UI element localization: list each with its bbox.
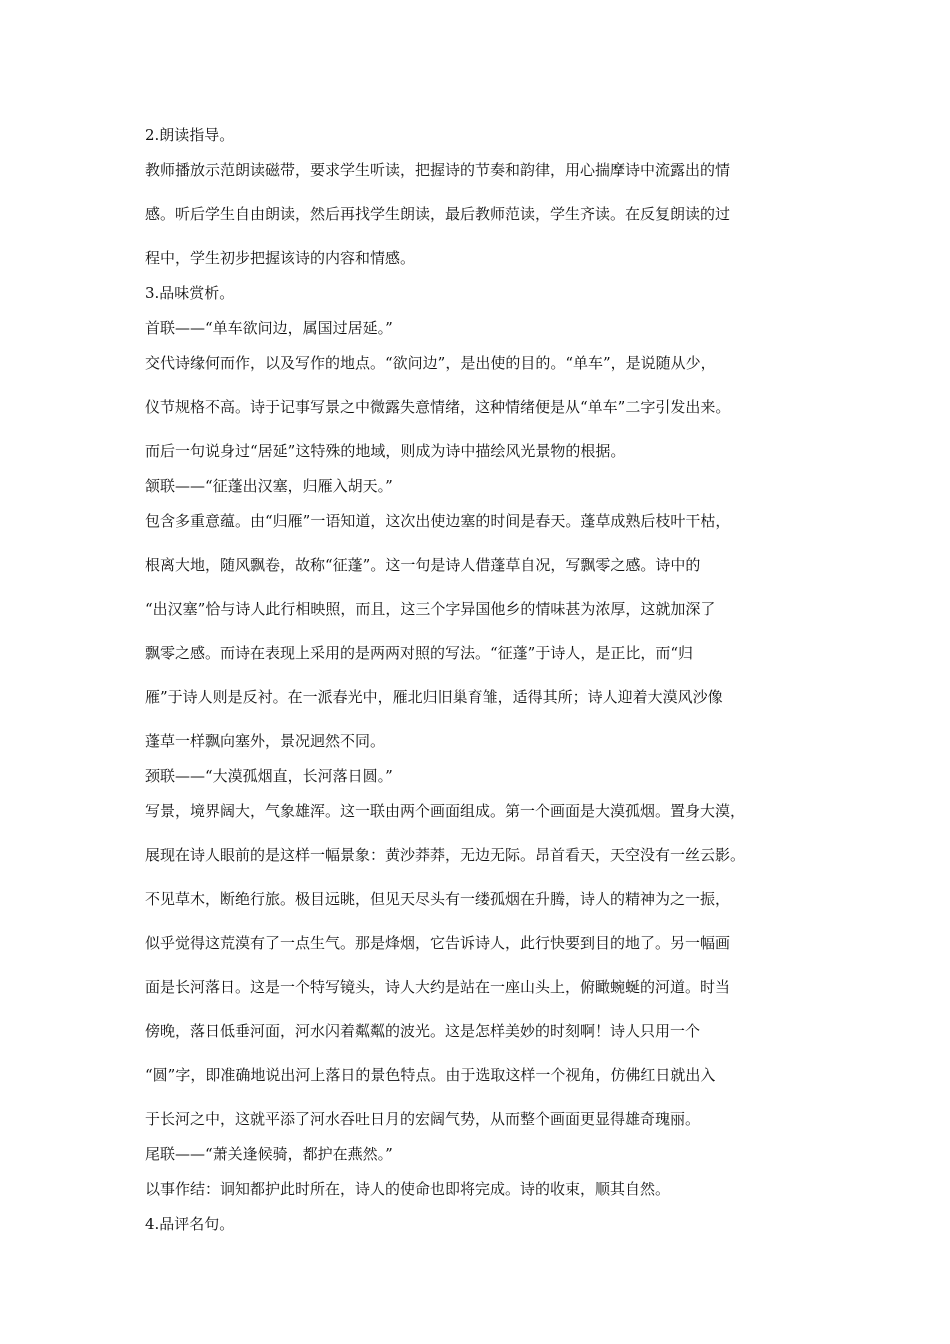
- paragraph-line: 不见草木，断绝行旅。极目远眺，但见天尽头有一缕孤烟在升腾，诗人的精神为之一振，: [145, 890, 731, 908]
- paragraph-line: 包含多重意蕴。由“归雁”一语知道，这次出使边塞的时间是春天。蓬草成熟后枝叶干枯，: [145, 512, 731, 530]
- paragraph-line: 傍晚，落日低垂河面，河水闪着粼粼的波光。这是怎样美妙的时刻啊！诗人只用一个: [145, 1022, 701, 1040]
- paragraph-line: 写景，境界阔大，气象雄浑。这一联由两个画面组成。第一个画面是大漠孤烟。置身大漠，: [145, 802, 746, 820]
- couplet-heading: 尾联——“萧关逢候骑，都护在燕然。”: [145, 1145, 393, 1163]
- paragraph-line: 蓬草一样飘向塞外，景况迥然不同。: [145, 732, 386, 750]
- section-heading: 3.品味赏析。: [145, 284, 235, 302]
- section-heading: 2.朗读指导。: [145, 126, 235, 144]
- paragraph-line: 仪节规格不高。诗于记事写景之中微露失意情绪，这种情绪便是从“单车”二字引发出来。: [145, 398, 731, 416]
- paragraph-line: 感。听后学生自由朗读，然后再找学生朗读，最后教师范读，学生齐读。在反复朗读的过: [145, 205, 731, 223]
- paragraph-line: 交代诗缘何而作，以及写作的地点。“欲问边”，是出使的目的。“单车”，是说随从少，: [145, 354, 716, 372]
- paragraph-line: 以事作结：诇知都护此时所在，诗人的使命也即将完成。诗的收束，顺其自然。: [145, 1180, 671, 1198]
- paragraph-line: 程中，学生初步把握该诗的内容和情感。: [145, 249, 416, 267]
- paragraph-line: 似乎觉得这荒漠有了一点生气。那是烽烟，它告诉诗人，此行快要到目的地了。另一幅画: [145, 934, 731, 952]
- paragraph-line: 展现在诗人眼前的是这样一幅景象：黄沙莽莽，无边无际。昂首看天，天空没有一丝云影。: [145, 846, 746, 864]
- paragraph-line: 于长河之中，这就平添了河水吞吐日月的宏阔气势，从而整个画面更显得雄奇瑰丽。: [145, 1110, 701, 1128]
- paragraph-line: 面是长河落日。这是一个特写镜头，诗人大约是站在一座山头上，俯瞰蜿蜒的河道。时当: [145, 978, 731, 996]
- document-body: [145, 124, 810, 1235]
- paragraph-line: 雁”于诗人则是反衬。在一派春光中，雁北归旧巢育雏，适得其所；诗人迎着大漠风沙像: [145, 688, 723, 706]
- couplet-heading: 首联——“单车欲问边，属国过居延。”: [145, 319, 393, 337]
- couplet-heading: 颈联——“大漠孤烟直，长河落日圆。”: [145, 767, 393, 785]
- couplet-heading: 颔联——“征蓬出汉塞，归雁入胡天。”: [145, 477, 393, 495]
- paragraph-line: 而后一句说身过“居延”这特殊的地域，则成为诗中描绘风光景物的根据。: [145, 442, 626, 460]
- paragraph-line: 教师播放示范朗读磁带，要求学生听读，把握诗的节奏和韵律，用心揣摩诗中流露出的情: [145, 161, 731, 179]
- paragraph-line: “出汉塞”恰与诗人此行相映照，而且，这三个字异国他乡的情味甚为浓厚，这就加深了: [145, 600, 716, 618]
- paragraph-line: 飘零之感。而诗在表现上采用的是两两对照的写法。“征蓬”于诗人，是正比，而“归: [145, 644, 694, 662]
- section-heading: 4.品评名句。: [145, 1215, 235, 1233]
- paragraph-line: “圆”字，即准确地说出河上落日的景色特点。由于选取这样一个视角，仿佛红日就出入: [145, 1066, 716, 1084]
- paragraph-line: 根离大地，随风飘卷，故称“征蓬”。这一句是诗人借蓬草自况，写飘零之感。诗中的: [145, 556, 701, 574]
